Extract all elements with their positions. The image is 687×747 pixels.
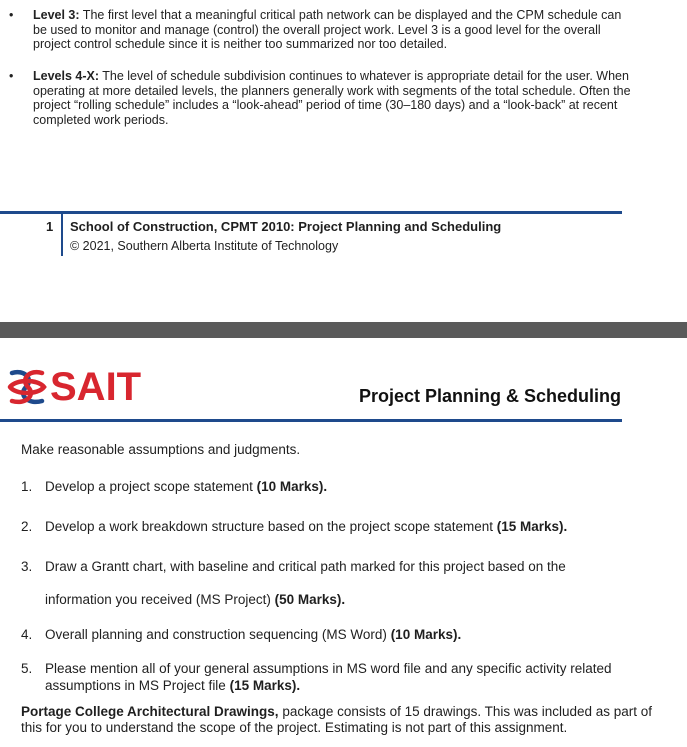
task-text: Overall planning and construction sequencing (MS Word)	[45, 627, 391, 642]
portage-note	[21, 704, 671, 736]
footer-title: School of Construction, CPMT 2010: Project Planning and Scheduling	[70, 219, 502, 234]
task-number: 4.	[21, 627, 33, 642]
task-marks: (10 Marks).	[256, 479, 328, 494]
footer-divider	[61, 214, 63, 256]
footer-page-number: 1	[46, 219, 54, 234]
document-page-1	[0, 0, 687, 322]
document-page-2	[0, 338, 687, 747]
task-item-3-continuation	[45, 592, 345, 607]
task-marks: (50 Marks).	[274, 592, 346, 607]
task-text: Develop a project scope statement	[45, 479, 257, 494]
bullet-text: The first level that a meaningful critical path network can be displayed and the CPM schedule can be used to monitor and manage (control) the overall project work. Level 3 is a good level for the overall project control schedule since it is neither too summarized nor too detailed.	[33, 8, 622, 51]
footer-copyright: © 2021, Southern Alberta Institute of Technology	[70, 239, 339, 253]
portage-text: package consists of 15 drawings. This was included as part of this for you to understand the scope of the project. Estimating is not part of this assignment.	[21, 704, 653, 735]
task-marks: (15 Marks).	[496, 519, 568, 534]
task-text: Please mention all of your general assumptions in MS word file and any specific activity related assumptions in MS Project file	[45, 661, 612, 693]
task-marks: (15 Marks).	[229, 678, 301, 693]
bullet-levels-4-x	[9, 69, 633, 127]
sait-logo-icon	[4, 365, 50, 409]
bullet-level-3	[9, 8, 633, 52]
intro-text: Make reasonable assumptions and judgments.	[21, 442, 301, 457]
bullet-text: The level of schedule subdivision continues to whatever is appropriate detail for the user. When operating at more detailed levels, the planners generally work with segments of the total schedule. Often the project “rolling schedule” includes a “look-ahead” period of time (30–180 days) and a “look-back” at recent completed work periods.	[33, 69, 631, 127]
bullet-label: Level 3:	[33, 8, 80, 22]
bullet-dot: •	[9, 8, 14, 22]
task-number: 2.	[21, 519, 33, 534]
task-marks: (10 Marks).	[390, 627, 462, 642]
sait-logo	[4, 365, 141, 409]
header-title: Project Planning & Scheduling	[358, 386, 621, 406]
bullet-dot: •	[9, 69, 14, 83]
task-number: 3.	[21, 559, 33, 574]
task-text: information you received (MS Project)	[45, 592, 275, 607]
task-number: 1.	[21, 479, 33, 494]
task-text: Draw a Grantt chart, with baseline and critical path marked for this project based on the	[45, 559, 566, 574]
task-text: Develop a work breakdown structure based on the project scope statement	[45, 519, 497, 534]
portage-bold: Portage College Architectural Drawings,	[21, 704, 279, 719]
bullet-label: Levels 4-X:	[33, 69, 100, 83]
header-rule	[0, 419, 622, 422]
sait-logo-text: SAIT	[50, 365, 142, 409]
task-number: 5.	[21, 661, 33, 676]
footer-rule	[0, 211, 622, 214]
page-separator	[0, 322, 687, 338]
